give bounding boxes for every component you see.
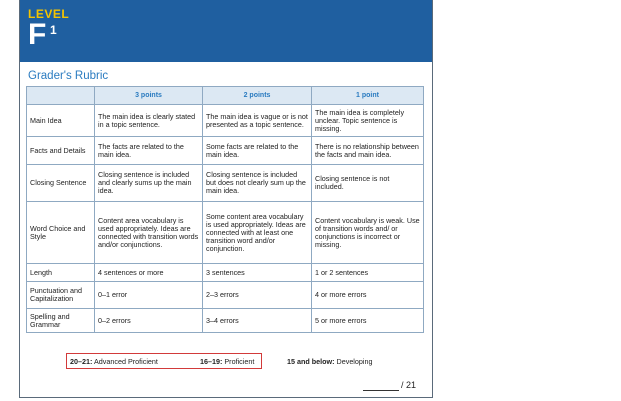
- rubric-table: [26, 86, 424, 333]
- column-header: [27, 87, 95, 105]
- legend-proficient-label: Proficient: [224, 357, 255, 366]
- table-row: [27, 137, 424, 165]
- table-cell: 0–2 errors: [95, 309, 203, 333]
- table-cell: Some facts are related to the main idea.: [203, 137, 312, 165]
- table-cell: 3–4 errors: [203, 309, 312, 333]
- score-total: / 21: [401, 380, 417, 390]
- table-cell: 4 sentences or more: [95, 264, 203, 282]
- criterion-cell: Spelling and Grammar: [27, 309, 95, 333]
- column-header: 3 points: [95, 87, 203, 105]
- table-cell: 0–1 error: [95, 282, 203, 309]
- table-cell: There is no relationship between the facts and main idea.: [312, 137, 424, 165]
- criterion-cell: Word Choice and Style: [27, 202, 95, 264]
- table-header-row: [27, 87, 424, 105]
- legend-proficient-range: 16–19:: [200, 357, 223, 366]
- legend-developing: [287, 357, 373, 366]
- score-blank[interactable]: [363, 382, 399, 391]
- level-letter: F: [28, 18, 47, 51]
- level-number: 1: [50, 23, 57, 37]
- table-row: [27, 165, 424, 202]
- criterion-cell: Closing Sentence: [27, 165, 95, 202]
- legend-proficient: [200, 357, 254, 366]
- level-banner: [20, 0, 432, 62]
- table-row: [27, 202, 424, 264]
- column-header: 1 point: [312, 87, 424, 105]
- table-row: [27, 105, 424, 137]
- criterion-cell: Main Idea: [27, 105, 95, 137]
- legend-advanced-range: 20–21:: [70, 357, 93, 366]
- table-row: [27, 309, 424, 333]
- criterion-cell: Punctuation and Capitalization: [27, 282, 95, 309]
- legend-developing-range: 15 and below:: [287, 357, 335, 366]
- legend-developing-label: Developing: [336, 357, 373, 366]
- rubric-title: Grader's Rubric: [28, 70, 109, 82]
- table-cell: 3 sentences: [203, 264, 312, 282]
- table-cell: 2–3 errors: [203, 282, 312, 309]
- table-cell: 5 or more errors: [312, 309, 424, 333]
- legend-advanced: [70, 357, 158, 366]
- table-cell: Some content area vocabulary is used appropriately. Ideas are connected with at least one transition word and/or conjunction.: [203, 202, 312, 264]
- table-row: [27, 282, 424, 309]
- table-cell: 1 or 2 sentences: [312, 264, 424, 282]
- table-cell: The facts are related to the main idea.: [95, 137, 203, 165]
- table-cell: Closing sentence is included and clearly sums up the main idea.: [95, 165, 203, 202]
- column-header: 2 points: [203, 87, 312, 105]
- table-cell: Content area vocabulary is used appropriately. Ideas are connected with transition words and/or conjunctions.: [95, 202, 203, 264]
- table-cell: Content vocabulary is weak. Use of transition words and/ or conjunctions is incorrect or missing.: [312, 202, 424, 264]
- table-cell: Closing sentence is included but does not clearly sum up the main idea.: [203, 165, 312, 202]
- criterion-cell: Facts and Details: [27, 137, 95, 165]
- worksheet-page: [19, 0, 433, 398]
- level-label: LEVEL: [28, 7, 70, 21]
- table-cell: Closing sentence is not included.: [312, 165, 424, 202]
- table-cell: 4 or more errors: [312, 282, 424, 309]
- legend-advanced-label: Advanced Proficient: [94, 357, 158, 366]
- criterion-cell: Length: [27, 264, 95, 282]
- table-cell: The main idea is clearly stated in a topic sentence.: [95, 105, 203, 137]
- table-row: [27, 264, 424, 282]
- table-cell: The main idea is vague or is not presented as a topic sentence.: [203, 105, 312, 137]
- table-cell: The main idea is completely unclear. Topic sentence is missing.: [312, 105, 424, 137]
